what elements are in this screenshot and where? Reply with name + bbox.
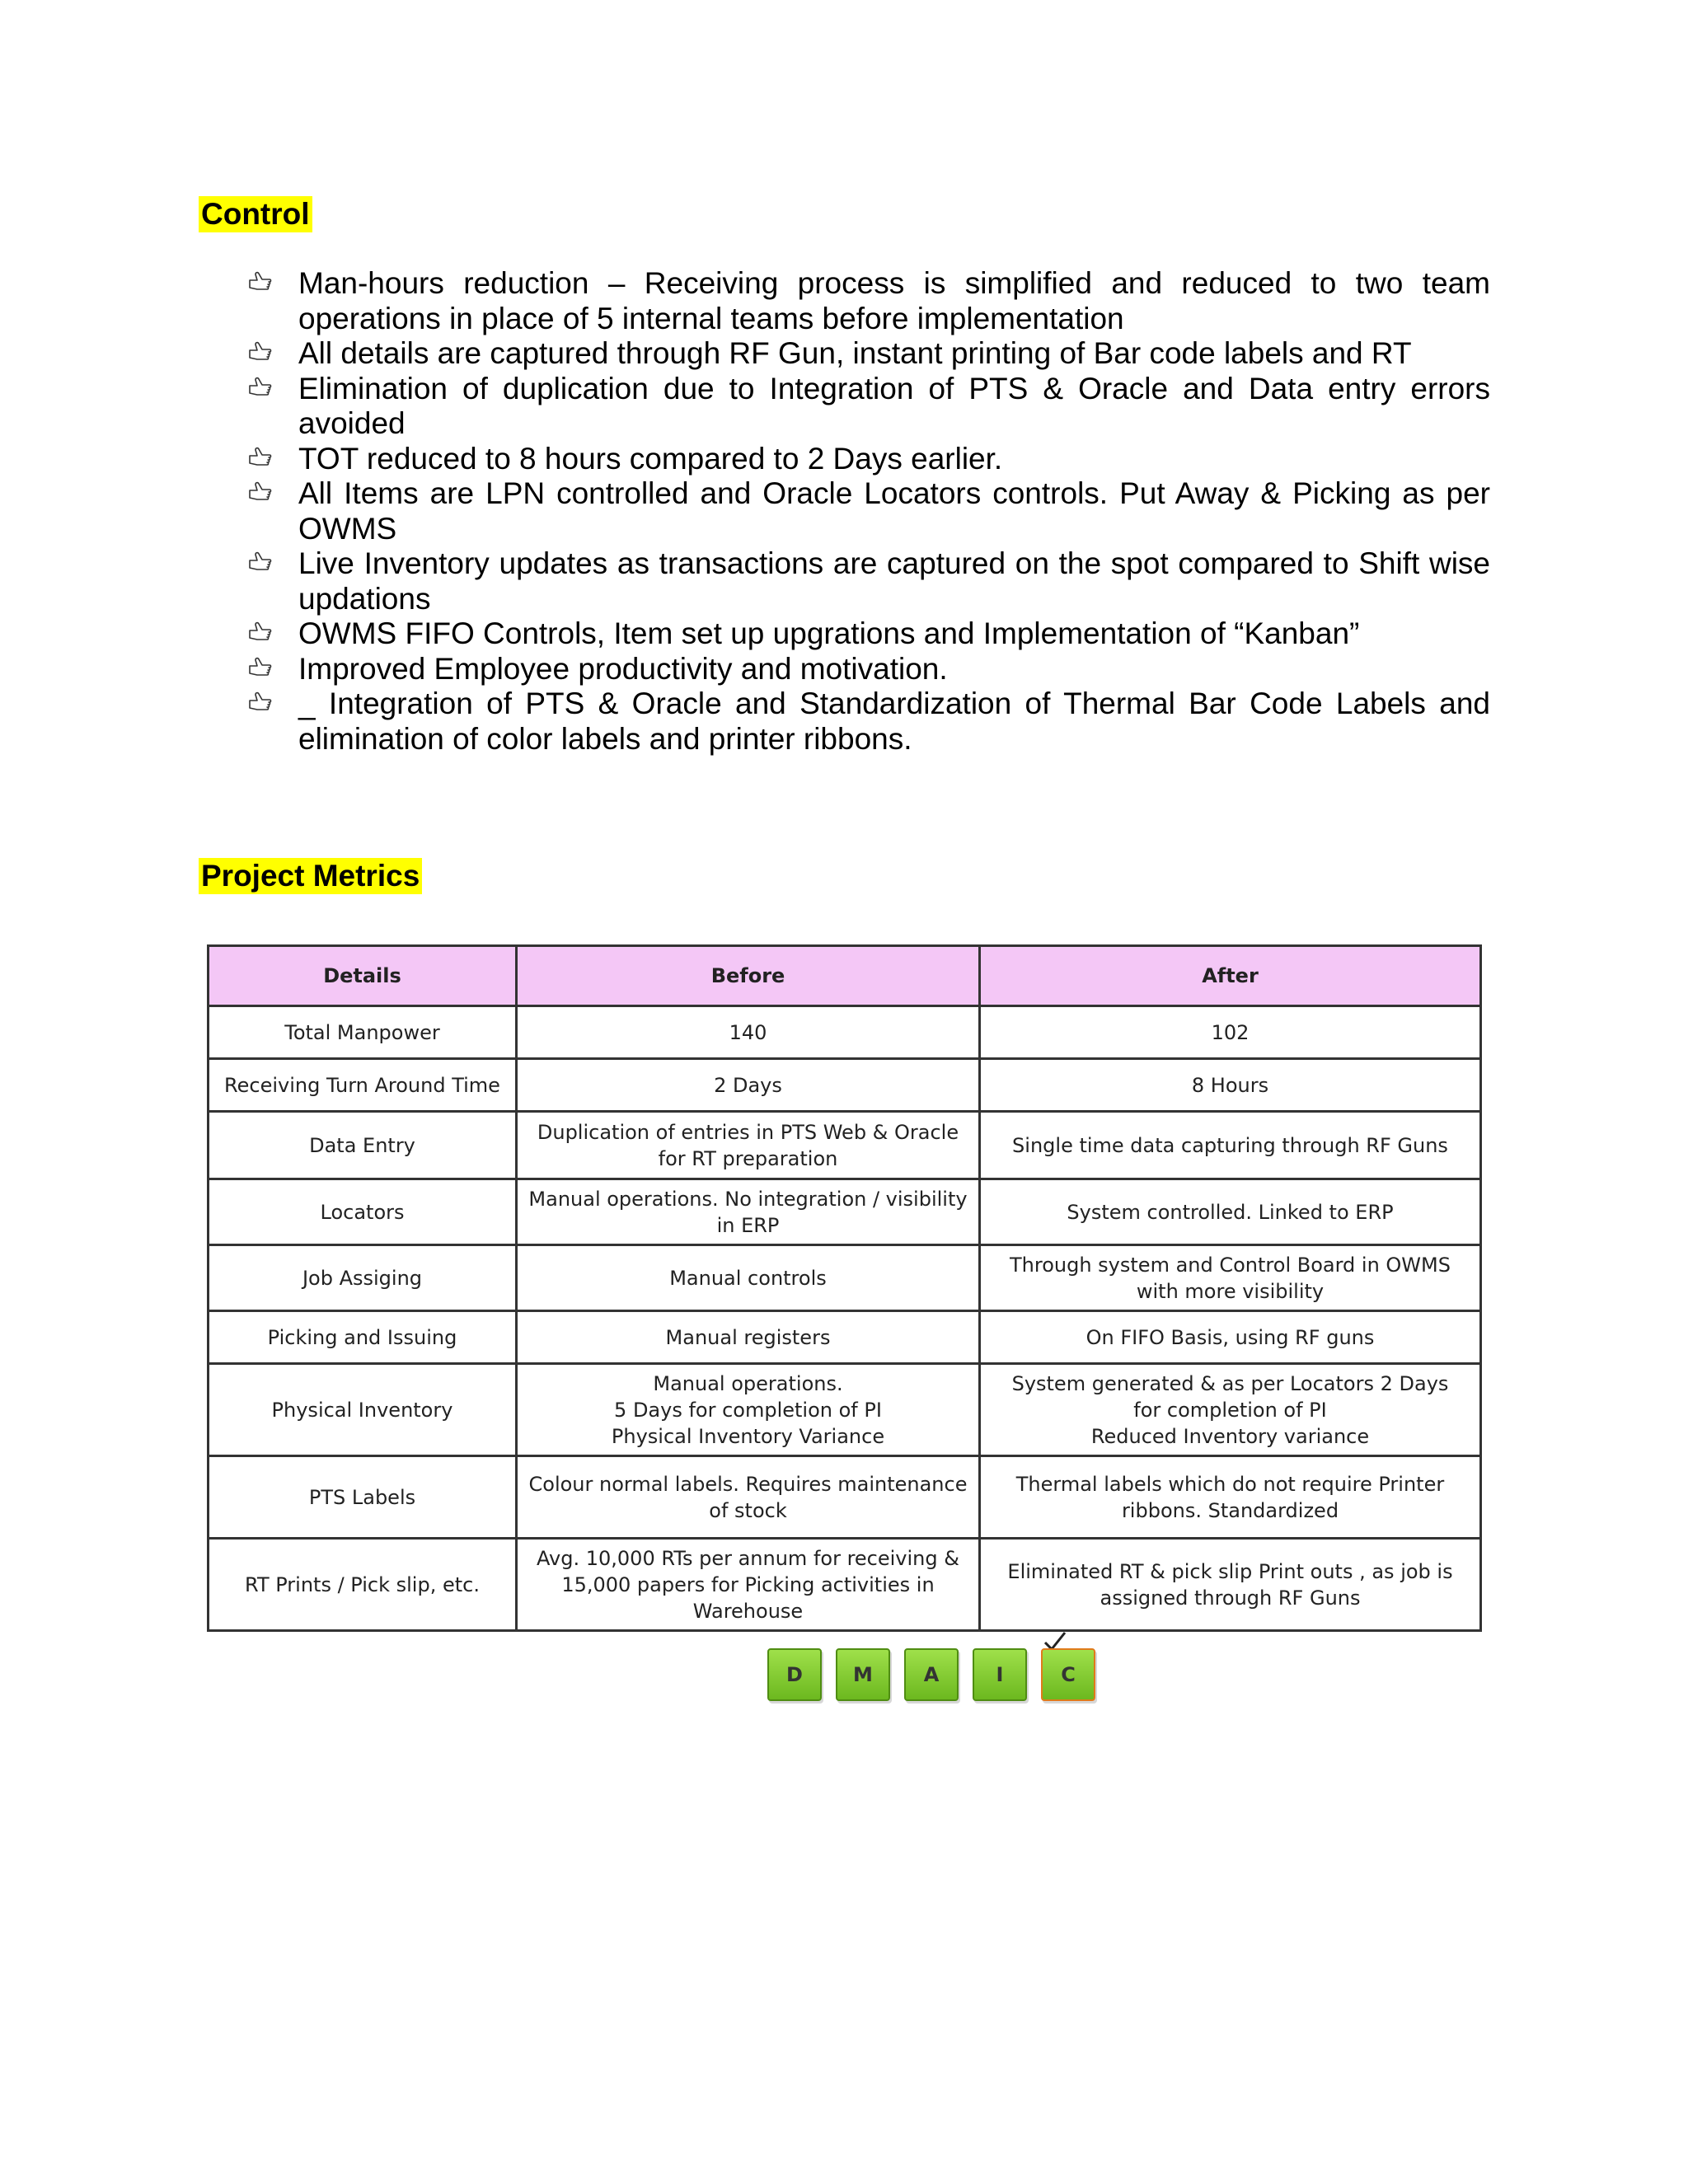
detail-cell: Job Assiging [209, 1245, 517, 1311]
after-cell: Through system and Control Board in OWMS with more visibility [980, 1245, 1481, 1311]
pointing-hand-icon [247, 550, 272, 574]
metrics-table-container [207, 944, 1479, 1632]
control-bullet-text: _ Integration of PTS & Oracle and Standardization of Thermal Bar Code Labels and elimination of color labels and printer ribbons. [298, 687, 1490, 756]
control-bullet-text: Improved Employee productivity and motivation. [298, 651, 948, 686]
before-cell: Manual registers [517, 1311, 980, 1364]
after-cell: System controlled. Linked to ERP [980, 1179, 1481, 1245]
detail-cell: Picking and Issuing [209, 1311, 517, 1364]
control-bullet-item [247, 652, 1490, 687]
table-row [209, 1311, 1481, 1364]
control-bullet-text: TOT reduced to 8 hours compared to 2 Days earlier. [298, 441, 1003, 476]
metrics-table [207, 944, 1482, 1632]
column-header-after: After [980, 946, 1481, 1006]
before-cell: 2 Days [517, 1059, 980, 1112]
control-bullet-text: Elimination of duplication due to Integration of PTS & Oracle and Data entry errors avoided [298, 371, 1490, 440]
after-cell: On FIFO Basis, using RF guns [980, 1311, 1481, 1364]
detail-cell: RT Prints / Pick slip, etc. [209, 1539, 517, 1631]
pointing-hand-icon [247, 340, 272, 364]
before-cell: Manual operations. 5 Days for completion of PI Physical Inventory Variance [517, 1364, 980, 1456]
control-bullet-text: OWMS FIFO Controls, Item set up upgrations and Implementation of “Kanban” [298, 616, 1360, 650]
dmaic-step-m: M [836, 1648, 890, 1701]
after-cell: System generated & as per Locators 2 Days for completion of PI Reduced Inventory variance [980, 1364, 1481, 1456]
detail-cell: Physical Inventory [209, 1364, 517, 1456]
control-bullet-text: Live Inventory updates as transactions are captured on the spot compared to Shift wise updations [298, 546, 1490, 616]
control-bullet-text: All details are captured through RF Gun, instant printing of Bar code labels and RT [298, 336, 1412, 370]
dmaic-step-c: C [1041, 1648, 1095, 1701]
pointing-hand-icon [247, 620, 272, 644]
after-cell: Eliminated RT & pick slip Print outs , as job is assigned through RF Guns [980, 1539, 1481, 1631]
before-cell: Avg. 10,000 RTs per annum for receiving & 15,000 papers for Picking activities in Warehouse [517, 1539, 980, 1631]
control-heading: Control [199, 196, 312, 232]
control-bullet-item [247, 687, 1490, 757]
pointing-hand-icon [247, 269, 272, 294]
table-row [209, 1539, 1481, 1631]
before-cell: Manual operations. No integration / visibility in ERP [517, 1179, 980, 1245]
detail-cell: Locators [209, 1179, 517, 1245]
dmaic-step-a: A [904, 1648, 959, 1701]
before-cell: Manual controls [517, 1245, 980, 1311]
table-row [209, 1006, 1481, 1059]
table-row [209, 1364, 1481, 1456]
pointing-hand-icon [247, 690, 272, 715]
detail-cell: Total Manpower [209, 1006, 517, 1059]
dmaic-step-d: D [767, 1648, 822, 1701]
metrics-table-header-row [209, 946, 1481, 1006]
control-bullet-item [247, 266, 1490, 336]
table-row [209, 1456, 1481, 1539]
project-metrics-heading: Project Metrics [199, 858, 422, 894]
detail-cell: Data Entry [209, 1112, 517, 1179]
table-row [209, 1245, 1481, 1311]
after-cell: Single time data capturing through RF Guns [980, 1112, 1481, 1179]
column-header-details: Details [209, 946, 517, 1006]
control-bullet-list [247, 266, 1490, 757]
pointing-hand-icon [247, 445, 272, 470]
before-cell: 140 [517, 1006, 980, 1059]
control-bullet-item [247, 546, 1490, 616]
pointing-hand-icon [247, 375, 272, 400]
after-cell: 102 [980, 1006, 1481, 1059]
before-cell: Colour normal labels. Requires maintenance of stock [517, 1456, 980, 1539]
table-row [209, 1059, 1481, 1112]
pointing-hand-icon [247, 655, 272, 680]
control-bullet-item [247, 476, 1490, 546]
control-bullet-text: Man-hours reduction – Receiving process is simplified and reduced to two team operations in place of 5 internal teams before implementation [298, 266, 1490, 335]
control-bullet-item [247, 616, 1490, 652]
dmaic-step-i: I [973, 1648, 1027, 1701]
detail-cell: Receiving Turn Around Time [209, 1059, 517, 1112]
column-header-before: Before [517, 946, 980, 1006]
control-bullet-item [247, 442, 1490, 477]
control-bullet-item [247, 336, 1490, 372]
table-row [209, 1179, 1481, 1245]
detail-cell: PTS Labels [209, 1456, 517, 1539]
pointing-hand-icon [247, 480, 272, 504]
dmaic-steps [767, 1648, 1095, 1701]
control-bullet-item [247, 372, 1490, 442]
table-row [209, 1112, 1481, 1179]
control-bullet-text: All Items are LPN controlled and Oracle Locators controls. Put Away & Picking as per OWMS [298, 476, 1490, 546]
after-cell: 8 Hours [980, 1059, 1481, 1112]
after-cell: Thermal labels which do not require Printer ribbons. Standardized [980, 1456, 1481, 1539]
before-cell: Duplication of entries in PTS Web & Oracle for RT preparation [517, 1112, 980, 1179]
